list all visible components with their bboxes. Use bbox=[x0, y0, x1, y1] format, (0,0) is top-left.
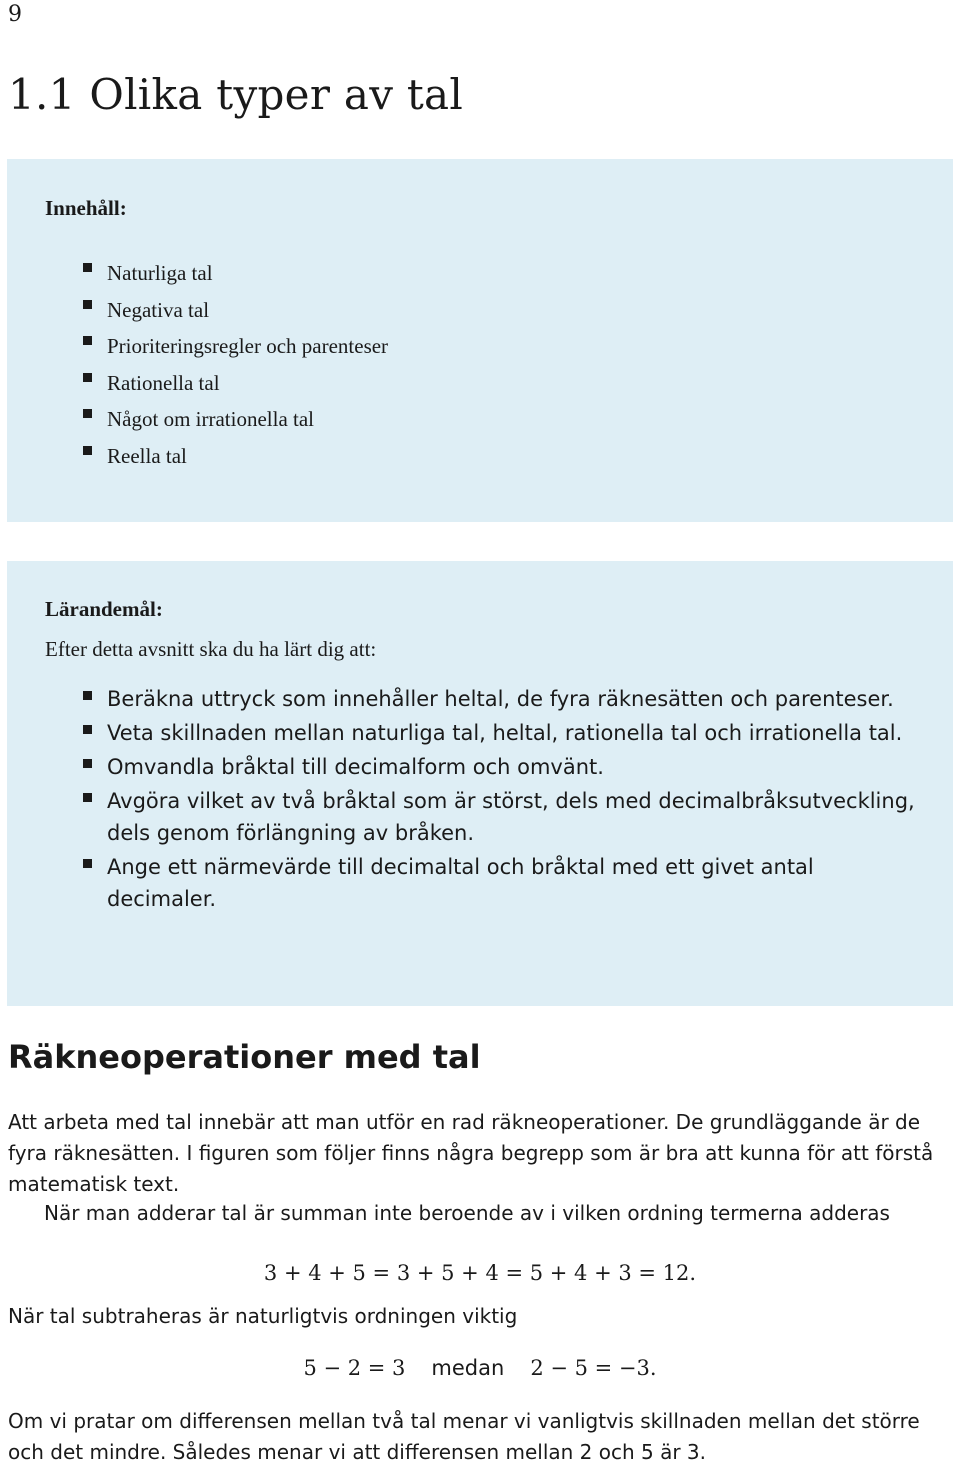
content-box bbox=[7, 159, 953, 522]
paragraph-intro: Att arbeta med tal innebär att man utför en rad räkneoperationer. De grundläggande är de fyra räknesätten. I figuren som följer finns några begrepp som är bra att kunna för att förstå matematisk text. bbox=[8, 1110, 934, 1196]
list-item: Beräkna uttryck som innehåller heltal, de fyra räknesätten och parenteser. bbox=[83, 683, 923, 715]
square-bullet-icon bbox=[83, 409, 92, 418]
square-bullet-icon bbox=[83, 793, 92, 802]
square-bullet-icon bbox=[83, 446, 92, 455]
page-number: 9 bbox=[8, 2, 22, 27]
goals-intro: Efter detta avsnitt ska du ha lärt dig att: bbox=[45, 637, 377, 661]
list-item: Rationella tal bbox=[83, 365, 388, 402]
paragraph-difference: Om vi pratar om differensen mellan två tal menar vi vanligtvis skillnaden mellan det större och det mindre. Således menar vi att differensen mellan 2 och 5 är 3. bbox=[8, 1409, 920, 1463]
list-item: Negativa tal bbox=[83, 292, 388, 329]
goals-box bbox=[7, 561, 953, 1006]
list-item: Naturliga tal bbox=[83, 255, 388, 292]
subsection-title: Räkneoperationer med tal bbox=[8, 1038, 481, 1076]
paragraph-subtraction: När tal subtraheras är naturligtvis ordningen viktig bbox=[8, 1304, 518, 1328]
subtraction-word: medan bbox=[431, 1356, 505, 1380]
list-item: Veta skillnaden mellan naturliga tal, heltal, rationella tal och irrationella tal. bbox=[83, 717, 923, 749]
square-bullet-icon bbox=[83, 373, 92, 382]
list-item: Omvandla bråktal till decimalform och omvänt. bbox=[83, 751, 923, 783]
list-item: Reella tal bbox=[83, 438, 388, 475]
square-bullet-icon bbox=[83, 691, 92, 700]
subtraction-equation bbox=[0, 1356, 960, 1380]
square-bullet-icon bbox=[83, 263, 92, 272]
square-bullet-icon bbox=[83, 725, 92, 734]
list-item: Avgöra vilket av två bråktal som är störst, dels med decimalbråksutveckling, dels genom förlängning av bråken. bbox=[83, 785, 923, 849]
list-item: Något om irrationella tal bbox=[83, 401, 388, 438]
section-title: 1.1 Olika typer av tal bbox=[8, 70, 464, 119]
square-bullet-icon bbox=[83, 300, 92, 309]
addition-equation: 3 + 4 + 5 = 3 + 5 + 4 = 5 + 4 + 3 = 12. bbox=[263, 1261, 697, 1285]
list-item: Ange ett närmevärde till decimaltal och bråktal med ett givet antal decimaler. bbox=[83, 851, 923, 915]
goals-list bbox=[83, 683, 923, 917]
square-bullet-icon bbox=[83, 859, 92, 868]
list-item: Prioriteringsregler och parenteser bbox=[83, 328, 388, 365]
content-list bbox=[83, 255, 388, 474]
subtraction-right: 2 − 5 = −3. bbox=[530, 1356, 657, 1380]
goals-heading: Lärandemål: bbox=[45, 597, 163, 621]
paragraph-addition: När man adderar tal är summan inte beroende av i vilken ordning termerna adderas bbox=[44, 1201, 890, 1225]
square-bullet-icon bbox=[83, 759, 92, 768]
content-heading: Innehåll: bbox=[45, 196, 127, 220]
subtraction-left: 5 − 2 = 3 bbox=[303, 1356, 406, 1380]
square-bullet-icon bbox=[83, 336, 92, 345]
